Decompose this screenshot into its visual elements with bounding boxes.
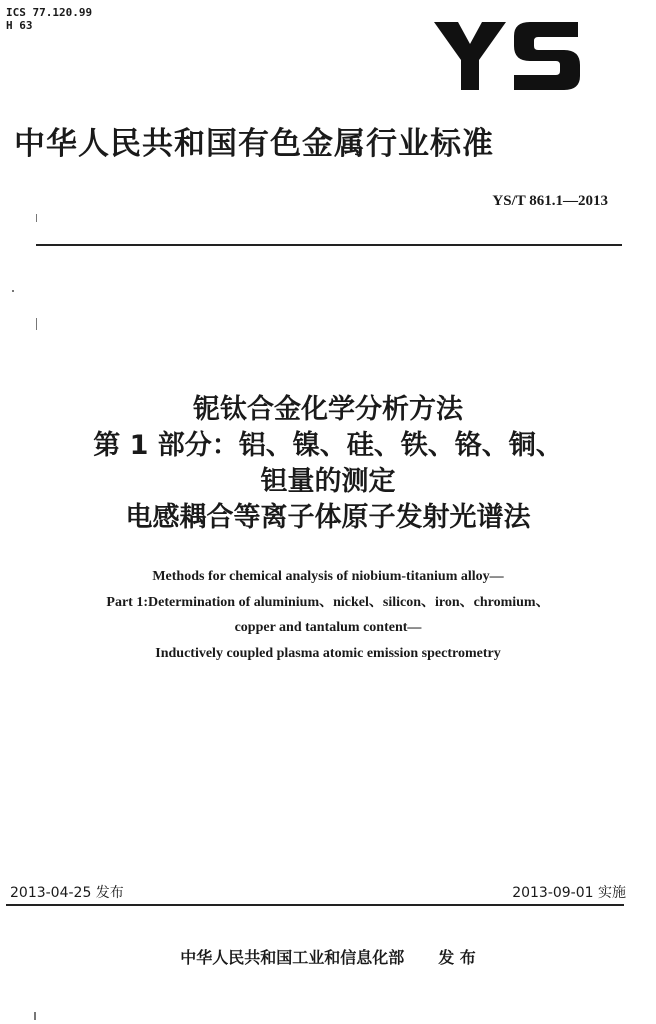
scan-speck (12, 290, 14, 292)
publisher-name: 中华人民共和国工业和信息化部 (180, 948, 405, 967)
publisher-line (0, 945, 656, 968)
scan-speck (36, 214, 37, 222)
ccs-code: H 63 (6, 19, 33, 32)
ics-code: ICS 77.120.99 (6, 6, 93, 19)
classification-codes (6, 6, 92, 32)
cn-title-line-2: 第 1 部分：铝、镍、硅、铁、铬、铜、 (93, 430, 563, 461)
footer-divider (6, 904, 624, 906)
english-title (0, 564, 656, 666)
header-divider (36, 244, 622, 246)
en-title-line-1: Methods for chemical analysis of niobium-titanium alloy— (152, 569, 504, 584)
issue-date: 2013-04-25 发布 (10, 885, 124, 901)
en-title-line-4: Inductively coupled plasma atomic emission spectrometry (155, 645, 501, 661)
scan-speck (36, 318, 37, 330)
publisher-action: 发 布 (438, 948, 476, 967)
cn-title-line-1: 铌钛合金化学分析方法 (193, 394, 463, 425)
cn-title-line-3: 钽量的测定 (260, 466, 396, 497)
en-title-line-2: Part 1:Determination of aluminium、nickel、silicon、iron、chromium、 (106, 594, 550, 610)
ys-logo (432, 20, 582, 92)
standard-number: YS/T 861.1—2013 (492, 193, 608, 209)
chinese-title (0, 392, 656, 536)
org-title: 中华人民共和国有色金属行业标准 (14, 126, 494, 162)
implementation-date: 2013-09-01 实施 (512, 885, 626, 901)
scan-speck (34, 1012, 36, 1020)
cn-title-line-4: 电感耦合等离子体原子发射光谱法 (125, 502, 531, 533)
en-title-line-3: copper and tantalum content— (234, 620, 422, 635)
